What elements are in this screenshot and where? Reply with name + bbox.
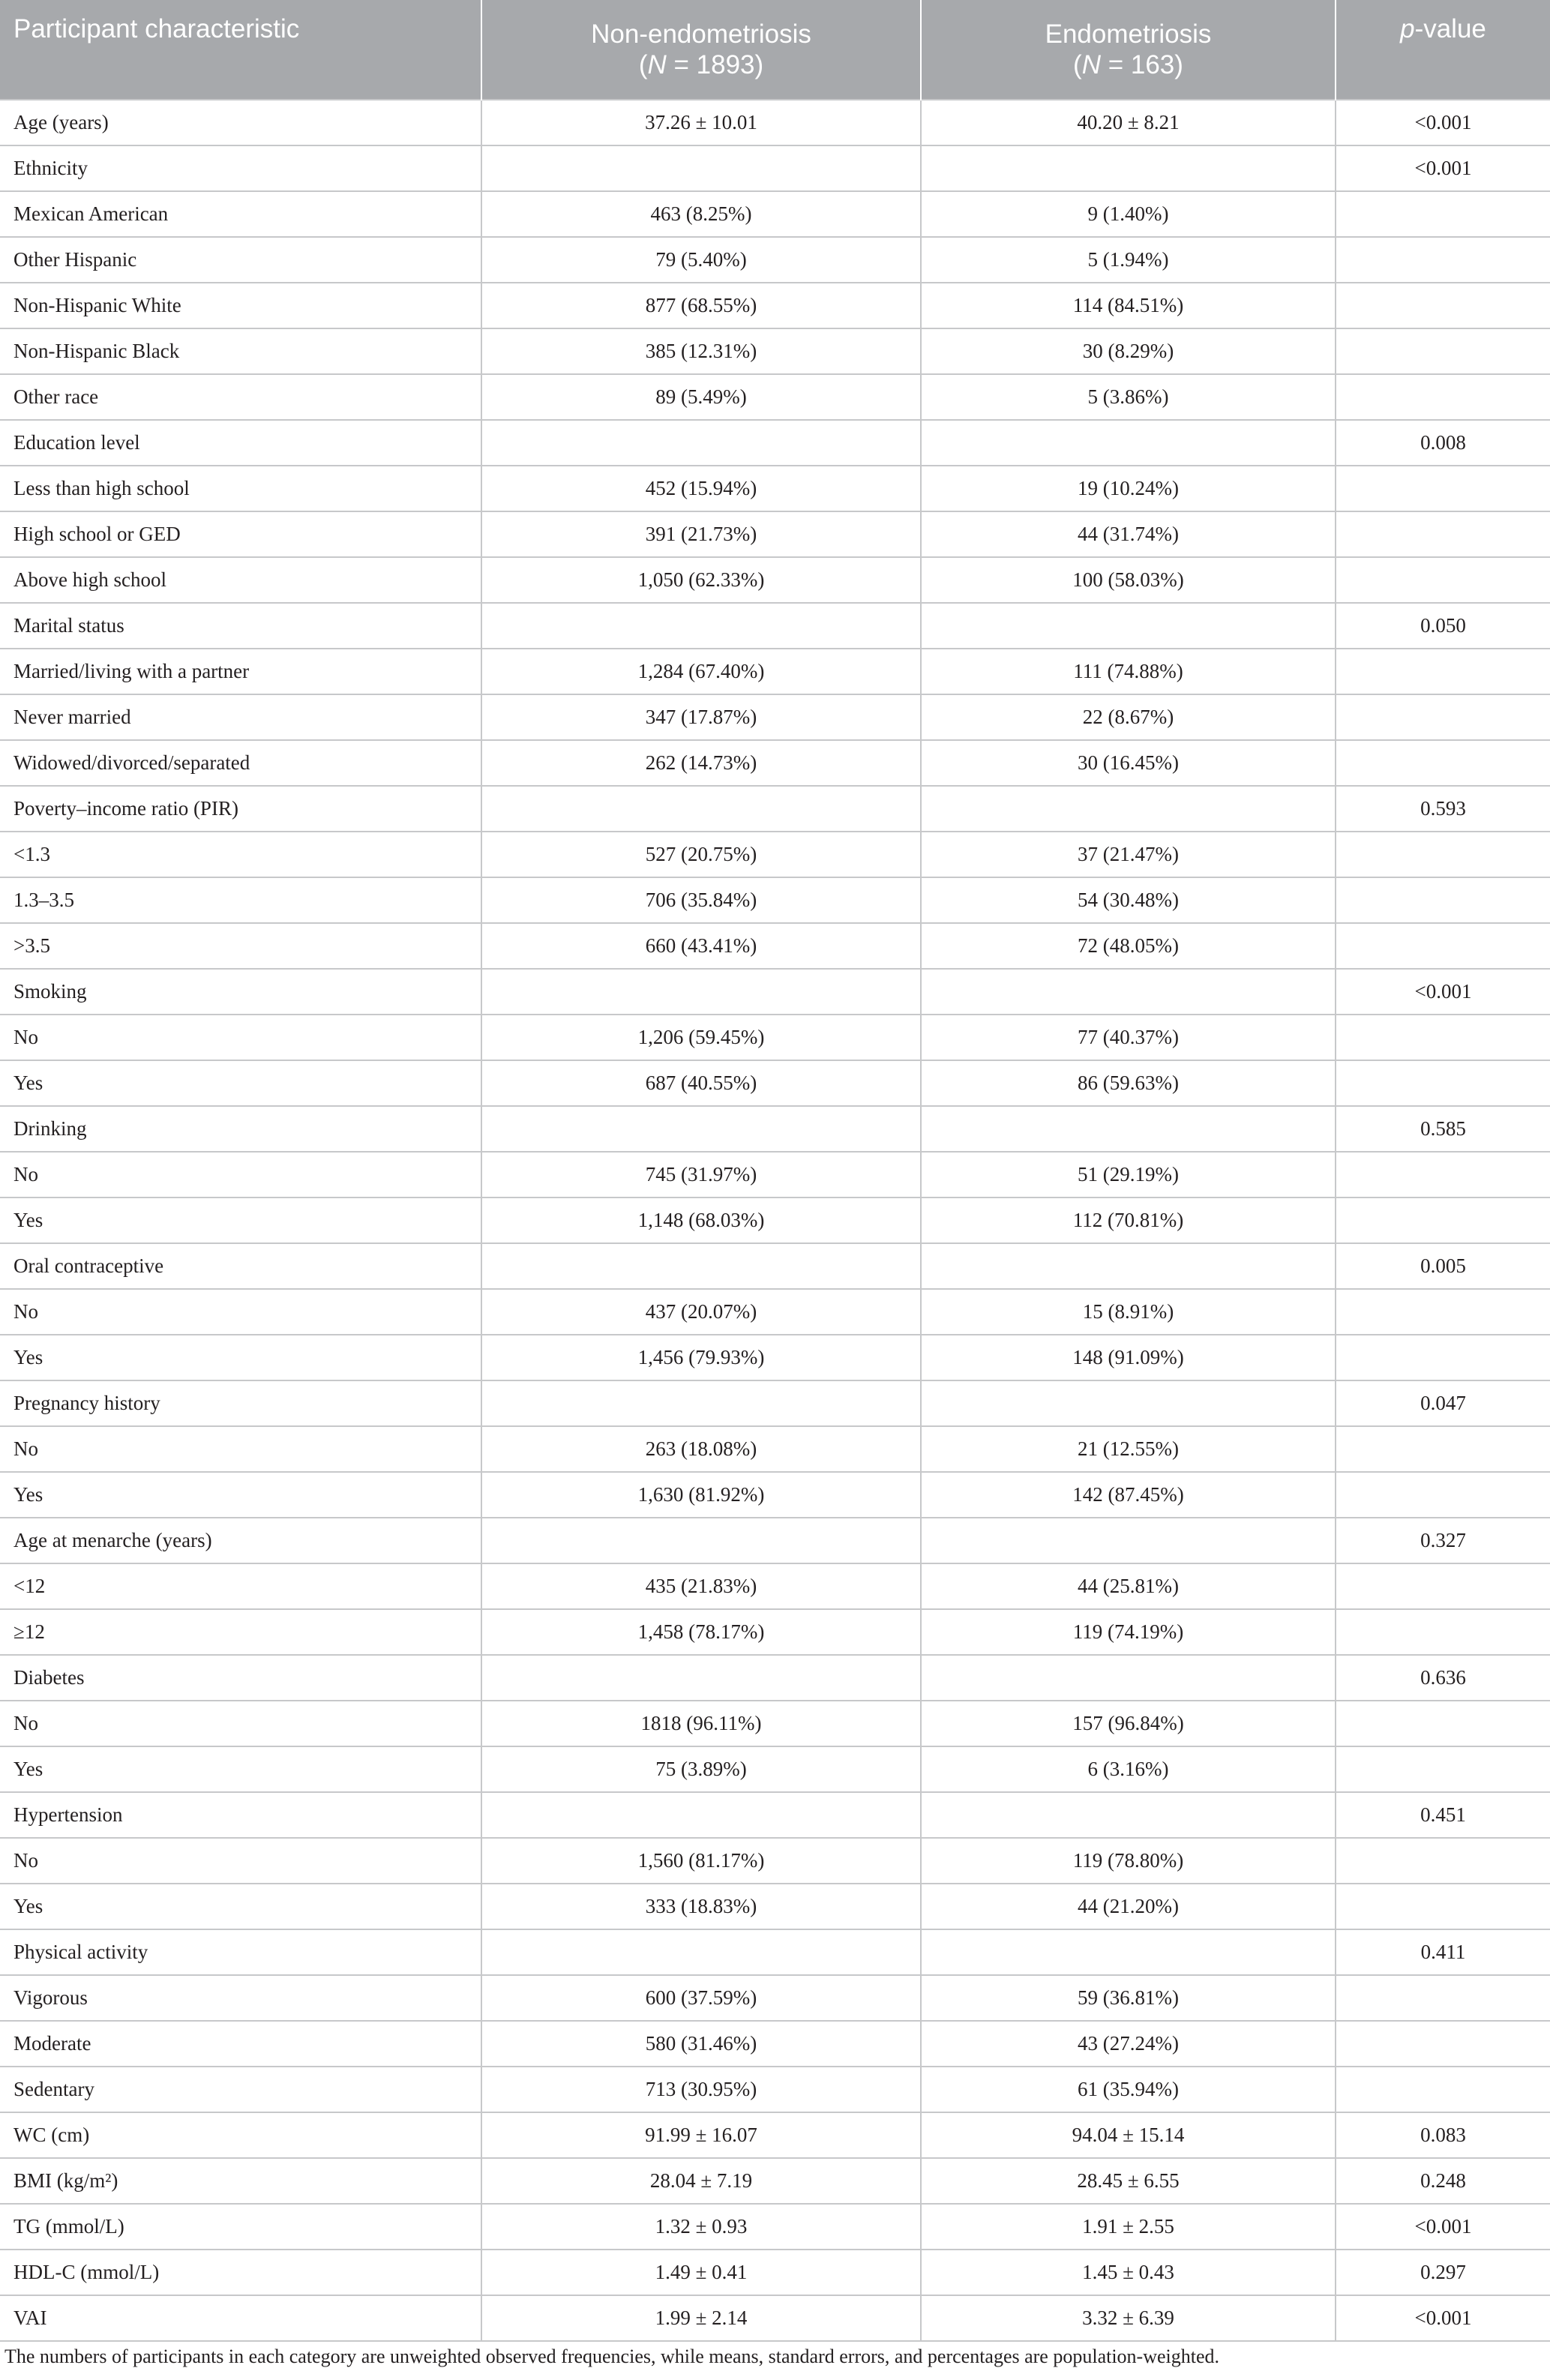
table-row xyxy=(0,2250,1550,2295)
table-row xyxy=(0,511,1550,557)
cell-characteristic: No xyxy=(0,1701,481,1746)
cell-characteristic: TG (mmol/L) xyxy=(0,2204,481,2250)
cell-characteristic: Non-Hispanic White xyxy=(0,283,481,328)
cell-characteristic: 1.3–3.5 xyxy=(0,877,481,923)
cell-p-value xyxy=(1336,923,1550,969)
cell-p-value xyxy=(1336,1060,1550,1106)
cell-characteristic: <1.3 xyxy=(0,832,481,877)
table-row xyxy=(0,1563,1550,1609)
cell-non-endometriosis: 1,284 (67.40%) xyxy=(481,649,921,694)
cell-characteristic: Drinking xyxy=(0,1106,481,1152)
cell-p-value xyxy=(1336,1289,1550,1335)
cell-characteristic: Moderate xyxy=(0,2021,481,2067)
cell-characteristic: Physical activity xyxy=(0,1929,481,1975)
cell-characteristic: >3.5 xyxy=(0,923,481,969)
header-non-endometriosis-n: (N = 1893) xyxy=(638,50,764,79)
cell-non-endometriosis: 91.99 ± 16.07 xyxy=(481,2112,921,2158)
cell-p-value xyxy=(1336,694,1550,740)
cell-endometriosis xyxy=(921,1655,1336,1701)
cell-non-endometriosis: 1.32 ± 0.93 xyxy=(481,2204,921,2250)
cell-endometriosis: 111 (74.88%) xyxy=(921,649,1336,694)
cell-endometriosis: 44 (21.20%) xyxy=(921,1884,1336,1929)
cell-endometriosis: 86 (59.63%) xyxy=(921,1060,1336,1106)
cell-endometriosis xyxy=(921,969,1336,1015)
cell-endometriosis: 1.45 ± 0.43 xyxy=(921,2250,1336,2295)
table-row xyxy=(0,603,1550,649)
cell-non-endometriosis: 28.04 ± 7.19 xyxy=(481,2158,921,2204)
cell-non-endometriosis: 1.49 ± 0.41 xyxy=(481,2250,921,2295)
cell-p-value: 0.451 xyxy=(1336,1792,1550,1838)
cell-characteristic: No xyxy=(0,1015,481,1060)
cell-non-endometriosis xyxy=(481,1792,921,1838)
cell-non-endometriosis: 706 (35.84%) xyxy=(481,877,921,923)
cell-non-endometriosis: 1.99 ± 2.14 xyxy=(481,2295,921,2341)
cell-non-endometriosis: 347 (17.87%) xyxy=(481,694,921,740)
cell-p-value xyxy=(1336,1472,1550,1518)
cell-endometriosis: 142 (87.45%) xyxy=(921,1472,1336,1518)
cell-non-endometriosis: 89 (5.49%) xyxy=(481,374,921,420)
cell-non-endometriosis: 1,206 (59.45%) xyxy=(481,1015,921,1060)
table-row xyxy=(0,1380,1550,1426)
cell-p-value xyxy=(1336,832,1550,877)
cell-non-endometriosis: 580 (31.46%) xyxy=(481,2021,921,2067)
cell-non-endometriosis: 1,458 (78.17%) xyxy=(481,1609,921,1655)
cell-characteristic: Yes xyxy=(0,1060,481,1106)
cell-p-value: 0.297 xyxy=(1336,2250,1550,2295)
cell-characteristic: ≥12 xyxy=(0,1609,481,1655)
cell-endometriosis: 19 (10.24%) xyxy=(921,466,1336,511)
table-row xyxy=(0,2158,1550,2204)
table-row xyxy=(0,1975,1550,2021)
cell-characteristic: HDL-C (mmol/L) xyxy=(0,2250,481,2295)
cell-p-value: 0.083 xyxy=(1336,2112,1550,2158)
cell-p-value xyxy=(1336,191,1550,237)
cell-p-value xyxy=(1336,1563,1550,1609)
cell-characteristic: Married/living with a partner xyxy=(0,649,481,694)
table-footnote: The numbers of participants in each category are unweighted observed frequencies, while means, standard errors, and percentages are population-weighted. xyxy=(4,2346,1220,2367)
table-row xyxy=(0,100,1550,145)
cell-characteristic: Yes xyxy=(0,1472,481,1518)
cell-endometriosis: 21 (12.55%) xyxy=(921,1426,1336,1472)
cell-p-value xyxy=(1336,2021,1550,2067)
cell-p-value: 0.327 xyxy=(1336,1518,1550,1563)
table-row xyxy=(0,1472,1550,1518)
cell-endometriosis xyxy=(921,786,1336,832)
cell-characteristic: Never married xyxy=(0,694,481,740)
cell-non-endometriosis xyxy=(481,786,921,832)
table-row xyxy=(0,374,1550,420)
cell-p-value: <0.001 xyxy=(1336,100,1550,145)
cell-non-endometriosis: 437 (20.07%) xyxy=(481,1289,921,1335)
cell-endometriosis: 61 (35.94%) xyxy=(921,2067,1336,2112)
cell-characteristic: No xyxy=(0,1426,481,1472)
cell-endometriosis: 15 (8.91%) xyxy=(921,1289,1336,1335)
table-row xyxy=(0,145,1550,191)
cell-endometriosis: 43 (27.24%) xyxy=(921,2021,1336,2067)
cell-p-value: 0.636 xyxy=(1336,1655,1550,1701)
table-row xyxy=(0,1243,1550,1289)
cell-p-value xyxy=(1336,1152,1550,1197)
cell-non-endometriosis xyxy=(481,420,921,466)
table-row xyxy=(0,328,1550,374)
cell-endometriosis: 5 (3.86%) xyxy=(921,374,1336,420)
cell-non-endometriosis: 435 (21.83%) xyxy=(481,1563,921,1609)
table-row xyxy=(0,1701,1550,1746)
table-header xyxy=(0,0,1550,100)
table-row xyxy=(0,2021,1550,2067)
cell-non-endometriosis: 877 (68.55%) xyxy=(481,283,921,328)
table-row xyxy=(0,832,1550,877)
cell-characteristic: High school or GED xyxy=(0,511,481,557)
cell-non-endometriosis: 333 (18.83%) xyxy=(481,1884,921,1929)
cell-p-value xyxy=(1336,283,1550,328)
cell-endometriosis: 119 (74.19%) xyxy=(921,1609,1336,1655)
cell-non-endometriosis xyxy=(481,1380,921,1426)
cell-non-endometriosis xyxy=(481,1243,921,1289)
cell-endometriosis: 30 (16.45%) xyxy=(921,740,1336,786)
cell-endometriosis: 100 (58.03%) xyxy=(921,557,1336,603)
cell-endometriosis: 40.20 ± 8.21 xyxy=(921,100,1336,145)
table-row xyxy=(0,969,1550,1015)
cell-non-endometriosis: 79 (5.40%) xyxy=(481,237,921,283)
cell-p-value: 0.248 xyxy=(1336,2158,1550,2204)
cell-characteristic: Oral contraceptive xyxy=(0,1243,481,1289)
table-row xyxy=(0,2204,1550,2250)
table-row xyxy=(0,649,1550,694)
cell-characteristic: Age at menarche (years) xyxy=(0,1518,481,1563)
cell-endometriosis: 77 (40.37%) xyxy=(921,1015,1336,1060)
cell-p-value: <0.001 xyxy=(1336,969,1550,1015)
header-non-endometriosis-label: Non-endometriosis xyxy=(591,19,811,49)
cell-endometriosis: 148 (91.09%) xyxy=(921,1335,1336,1380)
cell-p-value xyxy=(1336,1838,1550,1884)
cell-endometriosis: 51 (29.19%) xyxy=(921,1152,1336,1197)
cell-p-value: 0.593 xyxy=(1336,786,1550,832)
table-row xyxy=(0,237,1550,283)
table-row xyxy=(0,923,1550,969)
cell-p-value xyxy=(1336,1975,1550,2021)
cell-non-endometriosis xyxy=(481,1106,921,1152)
cell-characteristic: Age (years) xyxy=(0,100,481,145)
table-row xyxy=(0,2112,1550,2158)
cell-non-endometriosis: 713 (30.95%) xyxy=(481,2067,921,2112)
table-row xyxy=(0,1197,1550,1243)
cell-characteristic: Vigorous xyxy=(0,1975,481,2021)
cell-p-value: 0.411 xyxy=(1336,1929,1550,1975)
cell-p-value xyxy=(1336,1426,1550,1472)
table-row xyxy=(0,1289,1550,1335)
table-row xyxy=(0,1655,1550,1701)
cell-characteristic: Widowed/divorced/separated xyxy=(0,740,481,786)
cell-p-value xyxy=(1336,1015,1550,1060)
header-endometriosis-label: Endometriosis xyxy=(1045,19,1212,49)
cell-non-endometriosis xyxy=(481,1929,921,1975)
cell-endometriosis: 1.91 ± 2.55 xyxy=(921,2204,1336,2250)
table-row xyxy=(0,1335,1550,1380)
cell-endometriosis: 9 (1.40%) xyxy=(921,191,1336,237)
cell-characteristic: Above high school xyxy=(0,557,481,603)
cell-non-endometriosis: 75 (3.89%) xyxy=(481,1746,921,1792)
table-row xyxy=(0,1426,1550,1472)
table-row xyxy=(0,1152,1550,1197)
cell-non-endometriosis: 600 (37.59%) xyxy=(481,1975,921,2021)
cell-characteristic: WC (cm) xyxy=(0,2112,481,2158)
cell-endometriosis: 3.32 ± 6.39 xyxy=(921,2295,1336,2341)
table-row xyxy=(0,1518,1550,1563)
cell-non-endometriosis xyxy=(481,603,921,649)
cell-characteristic: Less than high school xyxy=(0,466,481,511)
cell-p-value xyxy=(1336,1197,1550,1243)
cell-endometriosis xyxy=(921,1243,1336,1289)
cell-endometriosis: 5 (1.94%) xyxy=(921,237,1336,283)
header-endometriosis xyxy=(921,0,1336,100)
cell-endometriosis: 72 (48.05%) xyxy=(921,923,1336,969)
cell-non-endometriosis: 391 (21.73%) xyxy=(481,511,921,557)
cell-endometriosis xyxy=(921,145,1336,191)
table-row xyxy=(0,1884,1550,1929)
cell-p-value xyxy=(1336,1746,1550,1792)
cell-endometriosis: 59 (36.81%) xyxy=(921,1975,1336,2021)
table-row xyxy=(0,694,1550,740)
cell-characteristic: Marital status xyxy=(0,603,481,649)
cell-endometriosis xyxy=(921,1518,1336,1563)
cell-endometriosis xyxy=(921,1106,1336,1152)
cell-non-endometriosis: 263 (18.08%) xyxy=(481,1426,921,1472)
cell-endometriosis: 54 (30.48%) xyxy=(921,877,1336,923)
cell-p-value: <0.001 xyxy=(1336,2295,1550,2341)
cell-non-endometriosis: 262 (14.73%) xyxy=(481,740,921,786)
cell-non-endometriosis: 385 (12.31%) xyxy=(481,328,921,374)
cell-endometriosis: 37 (21.47%) xyxy=(921,832,1336,877)
table-row xyxy=(0,557,1550,603)
cell-characteristic: Yes xyxy=(0,1197,481,1243)
cell-p-value xyxy=(1336,374,1550,420)
cell-non-endometriosis: 660 (43.41%) xyxy=(481,923,921,969)
cell-endometriosis: 157 (96.84%) xyxy=(921,1701,1336,1746)
cell-non-endometriosis: 1,456 (79.93%) xyxy=(481,1335,921,1380)
cell-p-value xyxy=(1336,2067,1550,2112)
cell-endometriosis: 44 (25.81%) xyxy=(921,1563,1336,1609)
table-body xyxy=(0,100,1550,2341)
cell-characteristic: Non-Hispanic Black xyxy=(0,328,481,374)
cell-characteristic: Smoking xyxy=(0,969,481,1015)
cell-endometriosis: 114 (84.51%) xyxy=(921,283,1336,328)
cell-characteristic: Yes xyxy=(0,1884,481,1929)
header-non-endometriosis xyxy=(481,0,921,100)
cell-non-endometriosis: 745 (31.97%) xyxy=(481,1152,921,1197)
table-row xyxy=(0,1792,1550,1838)
table-row xyxy=(0,877,1550,923)
cell-characteristic: Hypertension xyxy=(0,1792,481,1838)
cell-characteristic: Diabetes xyxy=(0,1655,481,1701)
cell-non-endometriosis: 463 (8.25%) xyxy=(481,191,921,237)
table-row xyxy=(0,191,1550,237)
cell-characteristic: No xyxy=(0,1152,481,1197)
cell-p-value: 0.585 xyxy=(1336,1106,1550,1152)
cell-p-value xyxy=(1336,877,1550,923)
cell-non-endometriosis: 1,148 (68.03%) xyxy=(481,1197,921,1243)
cell-characteristic: Pregnancy history xyxy=(0,1380,481,1426)
cell-characteristic: Other Hispanic xyxy=(0,237,481,283)
table-row xyxy=(0,1015,1550,1060)
cell-non-endometriosis: 452 (15.94%) xyxy=(481,466,921,511)
table-row xyxy=(0,283,1550,328)
cell-endometriosis: 44 (31.74%) xyxy=(921,511,1336,557)
cell-endometriosis: 119 (78.80%) xyxy=(921,1838,1336,1884)
cell-p-value xyxy=(1336,1701,1550,1746)
cell-non-endometriosis: 37.26 ± 10.01 xyxy=(481,100,921,145)
cell-p-value: 0.005 xyxy=(1336,1243,1550,1289)
header-p-value: p-value xyxy=(1336,0,1550,100)
cell-p-value: 0.008 xyxy=(1336,420,1550,466)
cell-p-value xyxy=(1336,649,1550,694)
cell-endometriosis xyxy=(921,420,1336,466)
cell-characteristic: Ethnicity xyxy=(0,145,481,191)
cell-endometriosis: 22 (8.67%) xyxy=(921,694,1336,740)
cell-p-value xyxy=(1336,557,1550,603)
table-row xyxy=(0,1746,1550,1792)
header-characteristic: Participant characteristic xyxy=(0,0,481,100)
table-row xyxy=(0,466,1550,511)
cell-non-endometriosis: 687 (40.55%) xyxy=(481,1060,921,1106)
cell-non-endometriosis: 1,560 (81.17%) xyxy=(481,1838,921,1884)
cell-characteristic: BMI (kg/m²) xyxy=(0,2158,481,2204)
cell-characteristic: Education level xyxy=(0,420,481,466)
cell-non-endometriosis: 527 (20.75%) xyxy=(481,832,921,877)
cell-p-value xyxy=(1336,511,1550,557)
cell-characteristic: Sedentary xyxy=(0,2067,481,2112)
table-row xyxy=(0,2295,1550,2341)
table-row xyxy=(0,740,1550,786)
cell-non-endometriosis xyxy=(481,1518,921,1563)
cell-characteristic: <12 xyxy=(0,1563,481,1609)
cell-p-value xyxy=(1336,237,1550,283)
cell-characteristic: No xyxy=(0,1289,481,1335)
cell-endometriosis xyxy=(921,1792,1336,1838)
cell-endometriosis: 28.45 ± 6.55 xyxy=(921,2158,1336,2204)
cell-endometriosis xyxy=(921,1929,1336,1975)
cell-p-value: <0.001 xyxy=(1336,2204,1550,2250)
table-row xyxy=(0,1060,1550,1106)
cell-endometriosis: 30 (8.29%) xyxy=(921,328,1336,374)
cell-non-endometriosis xyxy=(481,145,921,191)
cell-endometriosis xyxy=(921,1380,1336,1426)
table-row xyxy=(0,1609,1550,1655)
table-row xyxy=(0,2067,1550,2112)
header-endometriosis-n: (N = 163) xyxy=(1073,50,1183,79)
table-row xyxy=(0,786,1550,832)
cell-characteristic: Yes xyxy=(0,1335,481,1380)
cell-p-value: <0.001 xyxy=(1336,145,1550,191)
cell-non-endometriosis xyxy=(481,969,921,1015)
cell-non-endometriosis: 1,630 (81.92%) xyxy=(481,1472,921,1518)
table-row xyxy=(0,1838,1550,1884)
cell-non-endometriosis: 1,050 (62.33%) xyxy=(481,557,921,603)
cell-endometriosis: 112 (70.81%) xyxy=(921,1197,1336,1243)
table-row xyxy=(0,1929,1550,1975)
cell-p-value xyxy=(1336,328,1550,374)
table-row xyxy=(0,420,1550,466)
cell-p-value xyxy=(1336,740,1550,786)
cell-characteristic: No xyxy=(0,1838,481,1884)
cell-p-value xyxy=(1336,1609,1550,1655)
cell-characteristic: VAI xyxy=(0,2295,481,2341)
cell-p-value xyxy=(1336,1884,1550,1929)
cell-p-value xyxy=(1336,1335,1550,1380)
table-row xyxy=(0,1106,1550,1152)
cell-endometriosis: 94.04 ± 15.14 xyxy=(921,2112,1336,2158)
cell-non-endometriosis xyxy=(481,1655,921,1701)
cell-endometriosis xyxy=(921,603,1336,649)
cell-endometriosis: 6 (3.16%) xyxy=(921,1746,1336,1792)
cell-characteristic: Yes xyxy=(0,1746,481,1792)
cell-p-value: 0.050 xyxy=(1336,603,1550,649)
cell-p-value: 0.047 xyxy=(1336,1380,1550,1426)
cell-characteristic: Poverty–income ratio (PIR) xyxy=(0,786,481,832)
cell-non-endometriosis: 1818 (96.11%) xyxy=(481,1701,921,1746)
cell-p-value xyxy=(1336,466,1550,511)
cell-characteristic: Mexican American xyxy=(0,191,481,237)
cell-characteristic: Other race xyxy=(0,374,481,420)
